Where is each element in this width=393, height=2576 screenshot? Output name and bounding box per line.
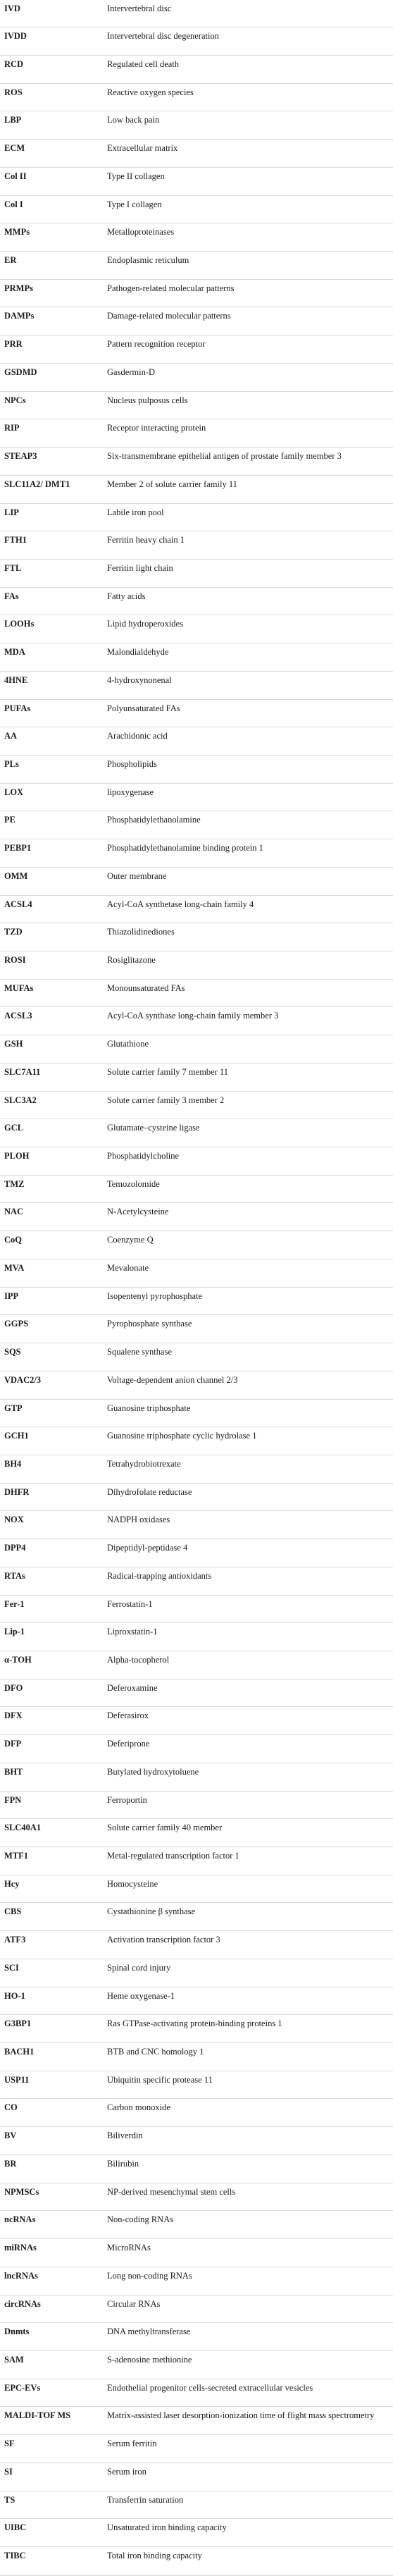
table-row [0, 363, 393, 391]
abbreviation-cell: FAs [0, 587, 103, 615]
table-row [0, 587, 393, 615]
abbreviation-cell: CBS [0, 1903, 103, 1931]
abbreviation-cell: RCD [0, 56, 103, 84]
definition-cell: Homocysteine [103, 1875, 393, 1903]
abbreviation-cell: NAC [0, 1203, 103, 1231]
definition-cell: Matrix-assisted laser desorption-ionization time of flight mass spectrometry [103, 2407, 393, 2435]
abbreviation-cell: DPP4 [0, 1539, 103, 1567]
table-row [0, 1231, 393, 1259]
table-row [0, 671, 393, 699]
abbreviation-cell: GGPS [0, 1315, 103, 1343]
table-row [0, 2379, 393, 2407]
table-row [0, 1931, 393, 1959]
table-row [0, 27, 393, 56]
table-row [0, 1511, 393, 1539]
abbreviation-cell: MMPs [0, 223, 103, 252]
table-row [0, 1287, 393, 1315]
table-row [0, 2491, 393, 2519]
abbreviation-cell: PUFAs [0, 699, 103, 727]
abbreviation-cell: NPCs [0, 391, 103, 419]
table-row [0, 2407, 393, 2435]
definition-cell: Temozolomide [103, 1175, 393, 1203]
table-row [0, 307, 393, 335]
table-row [0, 2071, 393, 2099]
table-row [0, 391, 393, 419]
definition-cell: Endothelial progenitor cells-secreted extracellular vesicles [103, 2379, 393, 2407]
abbreviation-cell: ncRNAs [0, 2211, 103, 2239]
table-row [0, 1763, 393, 1791]
definition-cell: Biliverdin [103, 2127, 393, 2155]
table-row [0, 699, 393, 727]
table-row [0, 1063, 393, 1091]
abbreviation-cell: TZD [0, 923, 103, 951]
definition-cell: Type II collagen [103, 167, 393, 195]
definition-cell: Type I collagen [103, 195, 393, 223]
definition-cell: Guanosine triphosphate cyclic hydrolase 1 [103, 1427, 393, 1455]
table-row [0, 2183, 393, 2211]
table-row [0, 1175, 393, 1203]
abbreviation-cell: BR [0, 2155, 103, 2183]
table-row [0, 2463, 393, 2491]
definition-cell: Ras GTPase-activating protein-binding proteins 1 [103, 2015, 393, 2043]
definition-cell: Phosphatidylethanolamine [103, 811, 393, 839]
abbreviation-cell: G3BP1 [0, 2015, 103, 2043]
table-row [0, 195, 393, 223]
definition-cell: Unsaturated iron binding capacity [103, 2519, 393, 2547]
abbreviation-cell: LOX [0, 783, 103, 811]
definition-cell: Serum ferritin [103, 2435, 393, 2463]
abbreviation-cell: BACH1 [0, 2043, 103, 2071]
table-row [0, 727, 393, 756]
definition-cell: DNA methyltransferase [103, 2323, 393, 2351]
abbreviation-cell: miRNAs [0, 2239, 103, 2267]
table-row [0, 559, 393, 587]
definition-cell: Solute carrier family 3 member 2 [103, 1091, 393, 1119]
definition-cell: Dipeptidyl-peptidase 4 [103, 1539, 393, 1567]
definition-cell: Liproxstatin-1 [103, 1623, 393, 1651]
table-row [0, 615, 393, 643]
abbreviation-cell: PLs [0, 755, 103, 783]
abbreviation-cell: CO [0, 2099, 103, 2127]
table-row [0, 1483, 393, 1511]
abbreviation-cell: ROSI [0, 951, 103, 980]
definition-cell: Regulated cell death [103, 56, 393, 84]
abbreviation-cell: ACSL3 [0, 1007, 103, 1035]
table-row [0, 1819, 393, 1847]
abbreviation-cell: α-TOH [0, 1651, 103, 1679]
definition-cell: BTB and CNC homology 1 [103, 2043, 393, 2071]
abbreviation-cell: RIP [0, 419, 103, 448]
definition-cell: Transferrin saturation [103, 2491, 393, 2519]
definition-cell: Mevalonate [103, 1259, 393, 1287]
table-row [0, 1539, 393, 1567]
table-row [0, 1847, 393, 1875]
table-row [0, 503, 393, 531]
definition-cell: Isopentenyl pyrophosphate [103, 1287, 393, 1315]
definition-cell: Member 2 of solute carrier family 11 [103, 475, 393, 503]
definition-cell: Gasdermin-D [103, 363, 393, 391]
abbreviation-cell: STEAP3 [0, 448, 103, 476]
definition-cell: Rosiglitazone [103, 951, 393, 980]
table-row [0, 1959, 393, 1987]
abbreviation-cell: ER [0, 252, 103, 280]
definition-cell: 4-hydroxynonenal [103, 671, 393, 699]
abbreviation-cell: PRMPs [0, 279, 103, 307]
definition-cell: Circular RNAs [103, 2295, 393, 2323]
definition-cell: Coenzyme Q [103, 1231, 393, 1259]
table-row [0, 1147, 393, 1176]
definition-cell: lipoxygenase [103, 783, 393, 811]
table-row [0, 811, 393, 839]
table-row [0, 1791, 393, 1819]
abbreviation-cell: BH4 [0, 1455, 103, 1483]
abbreviation-cell: VDAC2/3 [0, 1371, 103, 1399]
abbreviation-cell: HO-1 [0, 1987, 103, 2015]
abbreviation-cell: SLC7A11 [0, 1063, 103, 1091]
table-row [0, 1259, 393, 1287]
abbreviation-cell: MVA [0, 1259, 103, 1287]
definition-cell: Deferoxamine [103, 1679, 393, 1707]
abbreviation-cell: CoQ [0, 1231, 103, 1259]
table-row [0, 1623, 393, 1651]
abbreviation-cell: lncRNAs [0, 2267, 103, 2295]
table-row [0, 2546, 393, 2575]
abbreviation-cell: BV [0, 2127, 103, 2155]
table-row [0, 1903, 393, 1931]
definition-cell: Ferrostatin-1 [103, 1595, 393, 1623]
definition-cell: Metal-regulated transcription factor 1 [103, 1847, 393, 1875]
definition-cell: Pyrophosphate synthase [103, 1315, 393, 1343]
abbreviation-cell: DFX [0, 1707, 103, 1735]
abbreviation-cell: MDA [0, 643, 103, 672]
definition-cell: Phosphatidylcholine [103, 1147, 393, 1176]
definition-cell: Voltage-dependent anion channel 2/3 [103, 1371, 393, 1399]
table-row [0, 448, 393, 476]
table-row [0, 2155, 393, 2183]
definition-cell: Glutamate–cysteine ligase [103, 1119, 393, 1147]
abbreviation-cell: IPP [0, 1287, 103, 1315]
table-row [0, 951, 393, 980]
abbreviation-cell: USP11 [0, 2071, 103, 2099]
definition-cell: NADPH oxidases [103, 1511, 393, 1539]
abbreviation-cell: circRNAs [0, 2295, 103, 2323]
definition-cell: Fatty acids [103, 587, 393, 615]
table-row [0, 2211, 393, 2239]
table-row [0, 111, 393, 140]
abbreviation-cell: OMM [0, 867, 103, 895]
abbreviation-cell: IVD [0, 0, 103, 27]
abbreviation-cell: FTL [0, 559, 103, 587]
abbreviation-cell: AA [0, 727, 103, 756]
table-row [0, 335, 393, 364]
table-row [0, 895, 393, 923]
table-row [0, 2295, 393, 2323]
abbreviation-cell: LBP [0, 111, 103, 140]
table-row [0, 1735, 393, 1763]
definition-cell: Solute carrier family 7 member 11 [103, 1063, 393, 1091]
definition-cell: Monounsaturated FAs [103, 979, 393, 1007]
abbreviation-cell: LOOHs [0, 615, 103, 643]
definition-cell: Thiazolidinediones [103, 923, 393, 951]
abbreviation-cell: SAM [0, 2350, 103, 2379]
table-row [0, 1651, 393, 1679]
definition-cell: Squalene synthase [103, 1343, 393, 1372]
table-row [0, 2323, 393, 2351]
definition-cell: Low back pain [103, 111, 393, 140]
abbreviation-cell: Col I [0, 195, 103, 223]
abbreviation-cell: IVDD [0, 27, 103, 56]
table-row [0, 1343, 393, 1372]
table-row [0, 140, 393, 168]
definition-cell: Bilirubin [103, 2155, 393, 2183]
table-row [0, 923, 393, 951]
definition-cell: Ferritin heavy chain 1 [103, 531, 393, 560]
abbreviation-cell: SLC3A2 [0, 1091, 103, 1119]
definition-cell: Dihydrofolate reductase [103, 1483, 393, 1511]
definition-cell: Spinal cord injury [103, 1959, 393, 1987]
abbreviation-cell: FTH1 [0, 531, 103, 560]
table-row [0, 755, 393, 783]
abbreviation-cell: SLC40A1 [0, 1819, 103, 1847]
definition-cell: Nucleus pulposus cells [103, 391, 393, 419]
table-row [0, 56, 393, 84]
abbreviation-cell: GTP [0, 1399, 103, 1427]
table-row [0, 1707, 393, 1735]
table-row [0, 2015, 393, 2043]
definition-cell: NP-derived mesenchymal stem cells [103, 2183, 393, 2211]
abbreviation-cell: DAMPs [0, 307, 103, 335]
definition-cell: Arachidonic acid [103, 727, 393, 756]
definition-cell: Serum iron [103, 2463, 393, 2491]
definition-cell: Labile iron pool [103, 503, 393, 531]
abbreviation-cell: Lip-1 [0, 1623, 103, 1651]
abbreviation-cell: GSH [0, 1035, 103, 1064]
abbreviation-cell: PRR [0, 335, 103, 364]
definition-cell: Phosphatidylethanolamine binding protein 1 [103, 839, 393, 868]
abbreviation-cell: SF [0, 2435, 103, 2463]
table-row [0, 1091, 393, 1119]
table-row [0, 2350, 393, 2379]
table-row [0, 2239, 393, 2267]
table-row [0, 1399, 393, 1427]
table-row [0, 1595, 393, 1623]
table-row [0, 839, 393, 868]
table-row [0, 252, 393, 280]
table-row [0, 1119, 393, 1147]
table-row [0, 167, 393, 195]
definition-cell: MicroRNAs [103, 2239, 393, 2267]
table-row [0, 1455, 393, 1483]
abbreviation-cell: MALDI-TOF MS [0, 2407, 103, 2435]
abbreviation-cell: 4HNE [0, 671, 103, 699]
definition-cell: Pattern recognition receptor [103, 335, 393, 364]
table-row [0, 531, 393, 560]
table-row [0, 1035, 393, 1064]
abbreviation-cell: UIBC [0, 2519, 103, 2547]
definition-cell: Solute carrier family 40 member [103, 1819, 393, 1847]
definition-cell: Deferasirox [103, 1707, 393, 1735]
definition-cell: Intervertebral disc [103, 0, 393, 27]
table-row [0, 2043, 393, 2071]
abbreviation-cell: PLOH [0, 1147, 103, 1176]
table-row [0, 223, 393, 252]
abbreviation-cell: MTF1 [0, 1847, 103, 1875]
table-row [0, 83, 393, 111]
definition-cell: Extracellular matrix [103, 140, 393, 168]
definition-cell: Metalloproteinases [103, 223, 393, 252]
definition-cell: Reactive oxygen species [103, 83, 393, 111]
definition-cell: Ubiquitin specific protease 11 [103, 2071, 393, 2099]
abbreviation-cell: ATF3 [0, 1931, 103, 1959]
definition-cell: N-Acetylcysteine [103, 1203, 393, 1231]
table-row [0, 1679, 393, 1707]
abbreviation-cell: GCL [0, 1119, 103, 1147]
table-row [0, 1371, 393, 1399]
table-row [0, 2099, 393, 2127]
abbreviation-cell: EPC-EVs [0, 2379, 103, 2407]
table-row [0, 1427, 393, 1455]
abbreviation-cell: Dnmts [0, 2323, 103, 2351]
abbreviation-cell: Fer-1 [0, 1595, 103, 1623]
definition-cell: Total iron binding capacity [103, 2546, 393, 2575]
abbreviation-cell: NPMSCs [0, 2183, 103, 2211]
table-row [0, 419, 393, 448]
definition-cell: Damage-related molecular patterns [103, 307, 393, 335]
abbreviation-cell: Col II [0, 167, 103, 195]
abbreviation-cell: MUFAs [0, 979, 103, 1007]
table-row [0, 643, 393, 672]
definition-cell: Radical-trapping antioxidants [103, 1567, 393, 1595]
abbreviation-cell: TS [0, 2491, 103, 2519]
abbreviation-cell: PEBP1 [0, 839, 103, 868]
abbreviation-cell: SCI [0, 1959, 103, 1987]
table-row [0, 1203, 393, 1231]
table-row [0, 475, 393, 503]
table-row [0, 2127, 393, 2155]
table-row [0, 2435, 393, 2463]
abbreviation-cell: FPN [0, 1791, 103, 1819]
definition-cell: Pathogen-related molecular patterns [103, 279, 393, 307]
definition-cell: Ferroportin [103, 1791, 393, 1819]
definition-cell: Receptor interacting protein [103, 419, 393, 448]
abbreviation-cell: NOX [0, 1511, 103, 1539]
table-row [0, 2267, 393, 2295]
definition-cell: Alpha-tocopherol [103, 1651, 393, 1679]
definition-cell: Cystathionine β synthase [103, 1903, 393, 1931]
definition-cell: Guanosine triphosphate [103, 1399, 393, 1427]
table-row [0, 2519, 393, 2547]
definition-cell: Glutathione [103, 1035, 393, 1064]
table-row [0, 1987, 393, 2015]
abbreviation-cell: PE [0, 811, 103, 839]
definition-cell: Butylated hydroxytoluene [103, 1763, 393, 1791]
definition-cell: Acyl-CoA synthetase long-chain family 4 [103, 895, 393, 923]
table-row [0, 1567, 393, 1595]
table-row [0, 1875, 393, 1903]
table-row [0, 1007, 393, 1035]
abbreviation-cell: SLC11A2/ DMT1 [0, 475, 103, 503]
abbreviation-cell: BHT [0, 1763, 103, 1791]
table-row [0, 979, 393, 1007]
table-row [0, 279, 393, 307]
table-row [0, 867, 393, 895]
definition-cell: Outer membrane [103, 867, 393, 895]
definition-cell: Phospholipids [103, 755, 393, 783]
table-row [0, 0, 393, 27]
abbreviation-cell: Hcy [0, 1875, 103, 1903]
abbreviation-cell: ECM [0, 140, 103, 168]
abbreviation-cell: DFP [0, 1735, 103, 1763]
abbreviation-cell: GSDMD [0, 363, 103, 391]
definition-cell: Intervertebral disc degeneration [103, 27, 393, 56]
abbreviation-cell: TIBC [0, 2546, 103, 2575]
abbreviation-cell: TMZ [0, 1175, 103, 1203]
abbreviation-cell: ROS [0, 83, 103, 111]
definition-cell: Non-coding RNAs [103, 2211, 393, 2239]
definition-cell: Endoplasmic reticulum [103, 252, 393, 280]
definition-cell: Activation transcription factor 3 [103, 1931, 393, 1959]
definition-cell: Six-transmembrane epithelial antigen of prostate family member 3 [103, 448, 393, 476]
definition-cell: Tetrahydrobiotrexate [103, 1455, 393, 1483]
definition-cell: Polyunsaturated FAs [103, 699, 393, 727]
definition-cell: Heme oxygenase-1 [103, 1987, 393, 2015]
abbreviation-cell: DHFR [0, 1483, 103, 1511]
table-row [0, 1315, 393, 1343]
definition-cell: Malondialdehyde [103, 643, 393, 672]
definition-cell: Acyl-CoA synthase long-chain family member 3 [103, 1007, 393, 1035]
definition-cell: S-adenosine methionine [103, 2350, 393, 2379]
abbreviation-cell: DFO [0, 1679, 103, 1707]
abbreviation-cell: SQS [0, 1343, 103, 1372]
abbreviation-cell: SI [0, 2463, 103, 2491]
definition-cell: Deferiprone [103, 1735, 393, 1763]
definition-cell: Long non-coding RNAs [103, 2267, 393, 2295]
abbreviation-cell: LIP [0, 503, 103, 531]
definition-cell: Carbon monoxide [103, 2099, 393, 2127]
definition-cell: Ferritin light chain [103, 559, 393, 587]
definition-cell: Lipid hydroperoxides [103, 615, 393, 643]
abbreviation-cell: GCH1 [0, 1427, 103, 1455]
table-row [0, 783, 393, 811]
abbreviation-cell: ACSL4 [0, 895, 103, 923]
abbreviation-cell: RTAs [0, 1567, 103, 1595]
